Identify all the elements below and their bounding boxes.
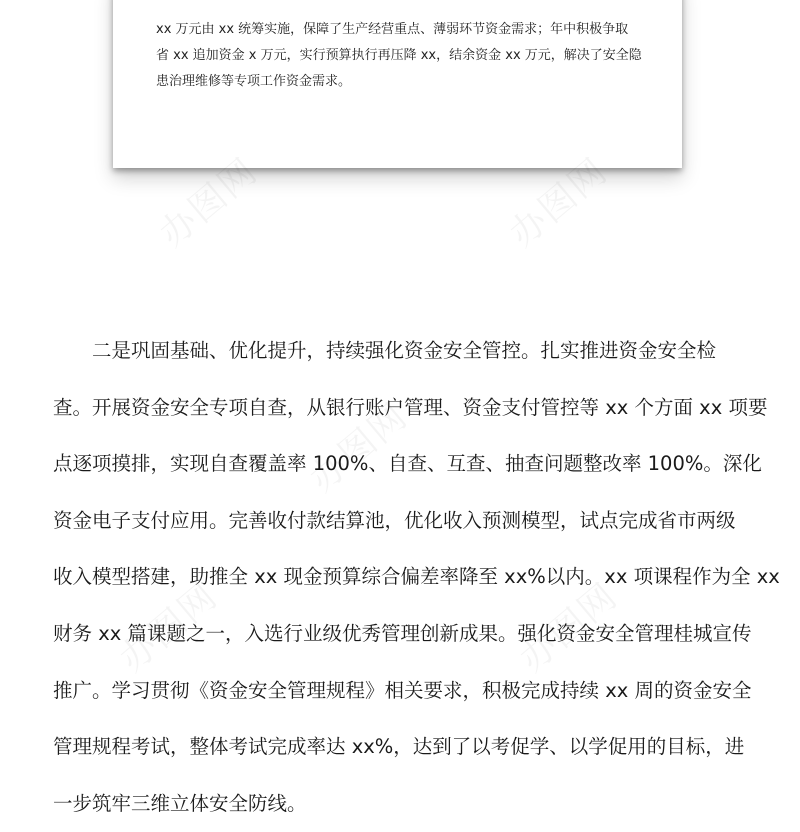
card-line: xx 万元由 xx 统筹实施，保障了生产经营重点、薄弱环节资金需求；年中积极争取 [156, 22, 629, 37]
paragraph-line: 管理规程考试，整体考试完成率达 xx%，达到了以考促学、以学促用的目标，进 [53, 735, 745, 759]
main-paragraph [53, 323, 783, 832]
card-paragraph [156, 17, 656, 95]
paragraph-line: 财务 xx 篇课题之一，入选行业级优秀管理创新成果。强化资金安全管理桂城宣传 [53, 621, 752, 645]
paragraph-line: 推广。学习贯彻《资金安全管理规程》相关要求，积极完成持续 xx 周的资金安全 [53, 678, 752, 702]
paragraph-line: 一步筑牢三维立体安全防线。 [53, 791, 307, 815]
paragraph-line: 资金电子支付应用。完善收付款结算池，优化收入预测模型，试点完成省市两级 [53, 508, 736, 532]
card-line: 患治理维修等专项工作资金需求。 [156, 74, 352, 89]
card-line: 省 xx 追加资金 x 万元，实行预算执行再压降 xx，结余资金 xx 万元，解决了安全隐 [156, 48, 642, 63]
paragraph-line: 点逐项摸排，实现自查覆盖率 100%、自查、互查、抽查问题整改率 100%。深化 [53, 452, 762, 476]
paragraph-line: 查。开展资金安全专项自查，从银行账户管理、资金支付管控等 xx 个方面 xx 项要 [53, 395, 768, 419]
paragraph-line: 二是巩固基础、优化提升，持续强化资金安全管控。扎实推进资金安全检 [53, 339, 717, 362]
paragraph-line: 收入模型搭建，助推全 xx 现金预算综合偏差率降至 xx%以内。xx 项课程作为全 xx [53, 565, 780, 589]
